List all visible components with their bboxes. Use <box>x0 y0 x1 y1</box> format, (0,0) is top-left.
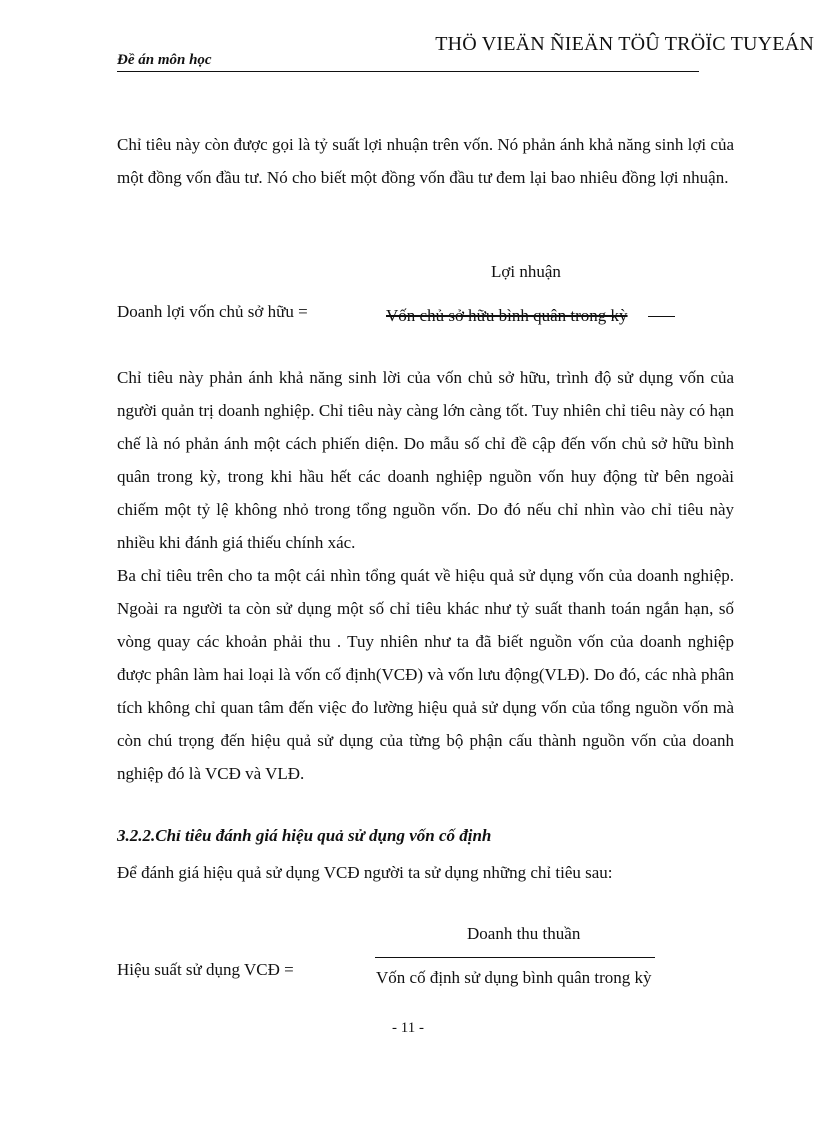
formula1-denominator: Vốn chủ sở hữu bình quân trong kỳ <box>386 306 628 325</box>
page-number: - 11 - <box>392 1020 424 1036</box>
paragraph-return-on-capital: Chỉ tiêu này còn được gọi là tỷ suất lợi nhuận trên vốn. Nó phản ánh khả năng sinh lợi của một đồng vốn đầu tư. Nó cho biết một đồng vốn đầu tư đem lại bao nhiêu đồng lợi nhuận. <box>117 135 734 187</box>
paragraph-overview: Ba chỉ tiêu trên cho ta một cái nhìn tổng quát về hiệu quả sử dụng vốn của doanh nghiệp. Ngoài ra người ta còn sử dụng một số chỉ tiêu khác như tỷ suất thanh toán ngắn hạn, số vòng quay các khoản phải thu . Tuy nhiên như ta đã biết nguồn vốn của doanh nghiệp được phân làm hai loại là vốn cố định(VCĐ) và vốn lưu động(VLĐ). Do đó, các nhà phân tích không chỉ quan tâm đến việc đo lường hiệu quả sử dụng vốn của tổng nguồn vốn mà còn chú trọng đến hiệu quả sử dụng của từng bộ phận cấu thành nguồn vốn của doanh nghiệp đó là VCĐ và VLĐ. <box>117 566 734 783</box>
section-intro: Để đánh giá hiệu quả sử dụng VCĐ người ta sử dụng những chỉ tiêu sau: <box>117 863 613 882</box>
formula1-label: Doanh lợi vốn chủ sở hữu = <box>117 302 308 321</box>
formula1-fraction-line <box>648 316 675 317</box>
formula2-fraction-line <box>375 957 655 958</box>
header-rule <box>117 71 699 72</box>
section-heading: 3.2.2.Chỉ tiêu đánh giá hiệu quả sử dụng vốn cố định <box>117 826 492 845</box>
formula2-denominator: Vốn cố định sử dụng bình quân trong kỳ <box>376 968 652 987</box>
header-course-title: Đề án môn học <box>117 52 212 68</box>
formula1-numerator: Lợi nhuận <box>491 262 561 281</box>
header-library-title: THÖ VIEÄN ÑIEÄN TÖÛ TRÖÏC TUYEÁN <box>435 33 814 55</box>
formula2-label: Hiệu suất sử dụng VCĐ = <box>117 960 294 979</box>
paragraph-equity-return: Chỉ tiêu này phản ánh khả năng sinh lời của vốn chủ sở hữu, trình độ sử dụng vốn của người quản trị doanh nghiệp. Chỉ tiêu này càng lớn càng tốt. Tuy nhiên chỉ tiêu này có hạn chế là nó phản ánh một cách phiến diện. Do mẫu số chỉ đề cập đến vốn chủ sở hữu bình quân trong kỳ, trong khi hầu hết các doanh nghiệp nguồn vốn huy động từ bên ngoài chiếm một tỷ lệ không nhỏ trong tổng nguồn vốn. Do đó nếu chỉ nhìn vào chỉ tiêu này nhiều khi đánh giá thiếu chính xác. <box>117 368 734 552</box>
formula2-numerator: Doanh thu thuần <box>467 924 581 943</box>
